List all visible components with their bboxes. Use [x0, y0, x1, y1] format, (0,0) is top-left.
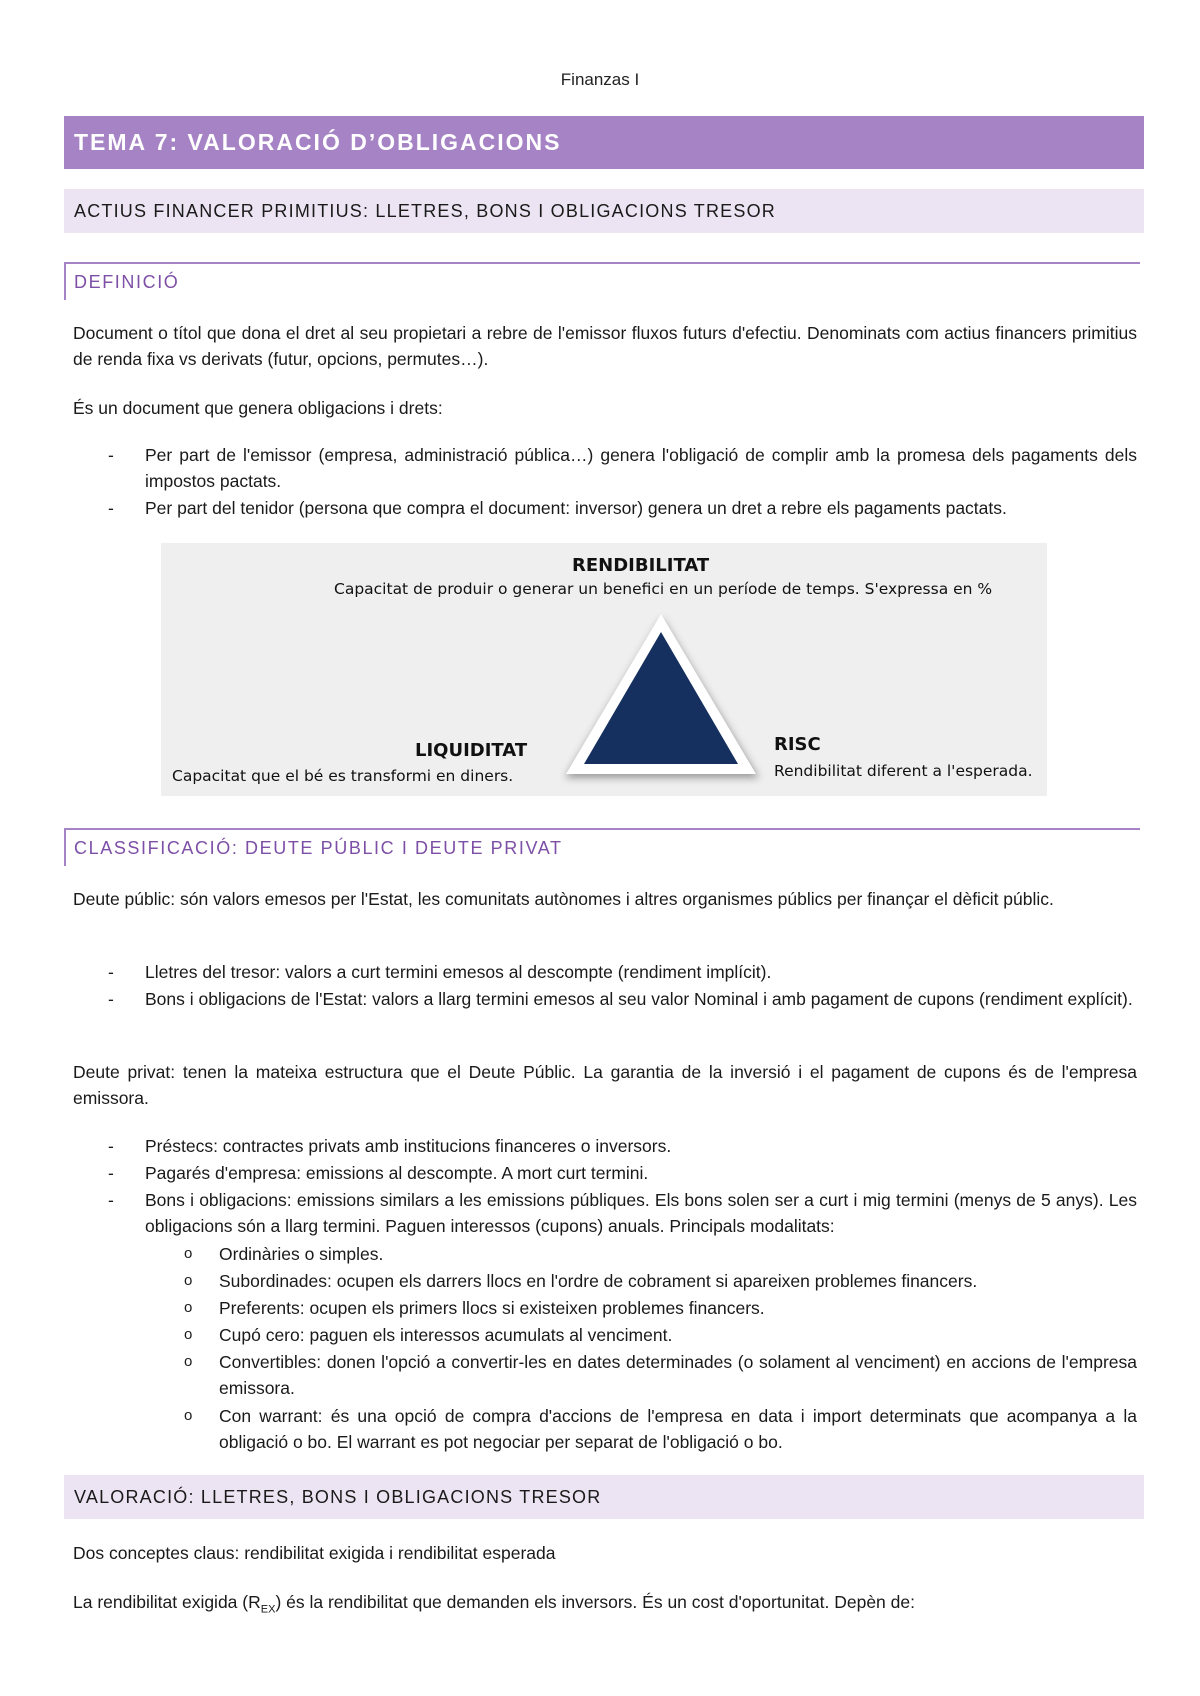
sub-bullet-marker: o [184, 1272, 193, 1289]
subsection-heading-definicio: DEFINICIÓ [64, 262, 1140, 300]
bullet-bons-estat: Bons i obligacions de l'Estat: valors a llarg termini emesos al seu valor Nominal i amb pagament de cupons (rendiment explícit). [145, 989, 1133, 1009]
risc-title: RISC [774, 734, 821, 755]
bullet-lletres: Lletres del tresor: valors a curt termini emesos al descompte (rendiment implícit). [145, 962, 772, 982]
bullet-tenidor: Per part del tenidor (persona que compra el document: inversor) genera un dret a rebre els pagaments pactats. [145, 498, 1007, 518]
rex-text-end: ) és la rendibilitat que demanden els inversors. És un cost d'oportunitat. Depèn de: [275, 1592, 915, 1612]
sub-bullet-convertibles: Convertibles: donen l'opció a convertir-les en dates determinades (o solament al venciment) en accions de l'empresa emissora. [219, 1352, 1137, 1398]
triangle-icon [546, 608, 776, 793]
liquiditat-desc: Capacitat que el bé es transformi en diners. [172, 767, 514, 785]
bullet-marker: - [108, 1190, 114, 1210]
bullet-marker: - [108, 445, 114, 465]
liquiditat-title: LIQUIDITAT [415, 740, 528, 761]
definicio-paragraph: Document o títol que dona el dret al seu propietari a rebre de l'emissor fluxos futurs d'efectiu. Denominats com actius financers primitius de renda fixa vs derivats (futur, opcions, permutes…). [73, 323, 1137, 369]
bullet-marker: - [108, 1136, 114, 1156]
obligacions-intro: És un document que genera obligacions i drets: [73, 398, 443, 418]
bullet-bons-obligacions: Bons i obligacions: emissions similars a les emissions públiques. Els bons solen ser a curt i mig termini (menys de 5 anys). Les obligacions són a llarg termini. Paguen interessos (cupons) anuals. Principals modalitats: [145, 1190, 1137, 1236]
rendibilitat-risc-liquiditat-figure [161, 543, 1047, 796]
sub-bullet-ordinaries: Ordinàries o simples. [219, 1244, 384, 1264]
bullet-marker: - [108, 962, 114, 982]
sub-bullet-warrant: Con warrant: és una opció de compra d'accions de l'empresa en data i import determinats que acompanya a la obligació o bo. El warrant es pot negociar per separat de l'obligació o bo. [219, 1406, 1137, 1452]
page-header: Finanzas I [560, 70, 640, 89]
rendibilitat-desc: Capacitat de produir o generar un benefici en un període de temps. S'expressa en % [334, 580, 993, 598]
sub-bullet-marker: o [184, 1299, 193, 1316]
bullet-emissor: Per part de l'emissor (empresa, administració pública…) genera l'obligació de complir amb la promesa dels pagaments dels impostos pactats. [145, 445, 1137, 491]
rex-subscript: EX [260, 1603, 276, 1616]
sub-bullet-preferents: Preferents: ocupen els primers llocs si existeixen problemes financers. [219, 1298, 765, 1318]
sub-bullet-cupo-cero: Cupó cero: paguen els interessos acumulats al venciment. [219, 1325, 673, 1345]
rendibilitat-title: RENDIBILITAT [572, 555, 710, 576]
subsection-heading-classificacio: CLASSIFICACIÓ: DEUTE PÚBLIC I DEUTE PRIVAT [64, 828, 1140, 866]
bullet-marker: - [108, 498, 114, 518]
sub-bullet-marker: o [184, 1326, 193, 1343]
sub-bullet-subordinades: Subordinades: ocupen els darrers llocs en l'ordre de cobrament si apareixen problemes financers. [219, 1271, 978, 1291]
dos-conceptes-paragraph: Dos conceptes claus: rendibilitat exigida i rendibilitat esperada [73, 1543, 556, 1563]
sub-bullet-marker: o [184, 1407, 193, 1424]
sub-bullet-marker: o [184, 1353, 193, 1370]
deute-privat-paragraph: Deute privat: tenen la mateixa estructura que el Deute Públic. La garantia de la inversió i el pagament de cupons és de l'empresa emissora. [73, 1062, 1137, 1108]
bullet-prestecs: Préstecs: contractes privats amb institucions financeres o inversors. [145, 1136, 672, 1156]
section-heading-actius: ACTIUS FINANCER PRIMITIUS: LLETRES, BONS I OBLIGACIONS TRESOR [64, 189, 1144, 233]
rex-text-start: La rendibilitat exigida (R [73, 1592, 261, 1612]
deute-public-paragraph: Deute públic: són valors emesos per l'Estat, les comunitats autònomes i altres organismes públics per finançar el dèficit públic. [73, 889, 1054, 909]
risc-desc: Rendibilitat diferent a l'esperada. [774, 762, 1033, 780]
section-heading-valoracio: VALORACIÓ: LLETRES, BONS I OBLIGACIONS TRESOR [64, 1475, 1144, 1519]
rendibilitat-exigida-paragraph [73, 1589, 1137, 1623]
sub-bullet-marker: o [184, 1245, 193, 1262]
bullet-pagares: Pagarés d'empresa: emissions al descompte. A mort curt termini. [145, 1163, 649, 1183]
bullet-marker: - [108, 989, 114, 1009]
bullet-marker: - [108, 1163, 114, 1183]
chapter-title: TEMA 7: VALORACIÓ D’OBLIGACIONS [64, 116, 1144, 169]
